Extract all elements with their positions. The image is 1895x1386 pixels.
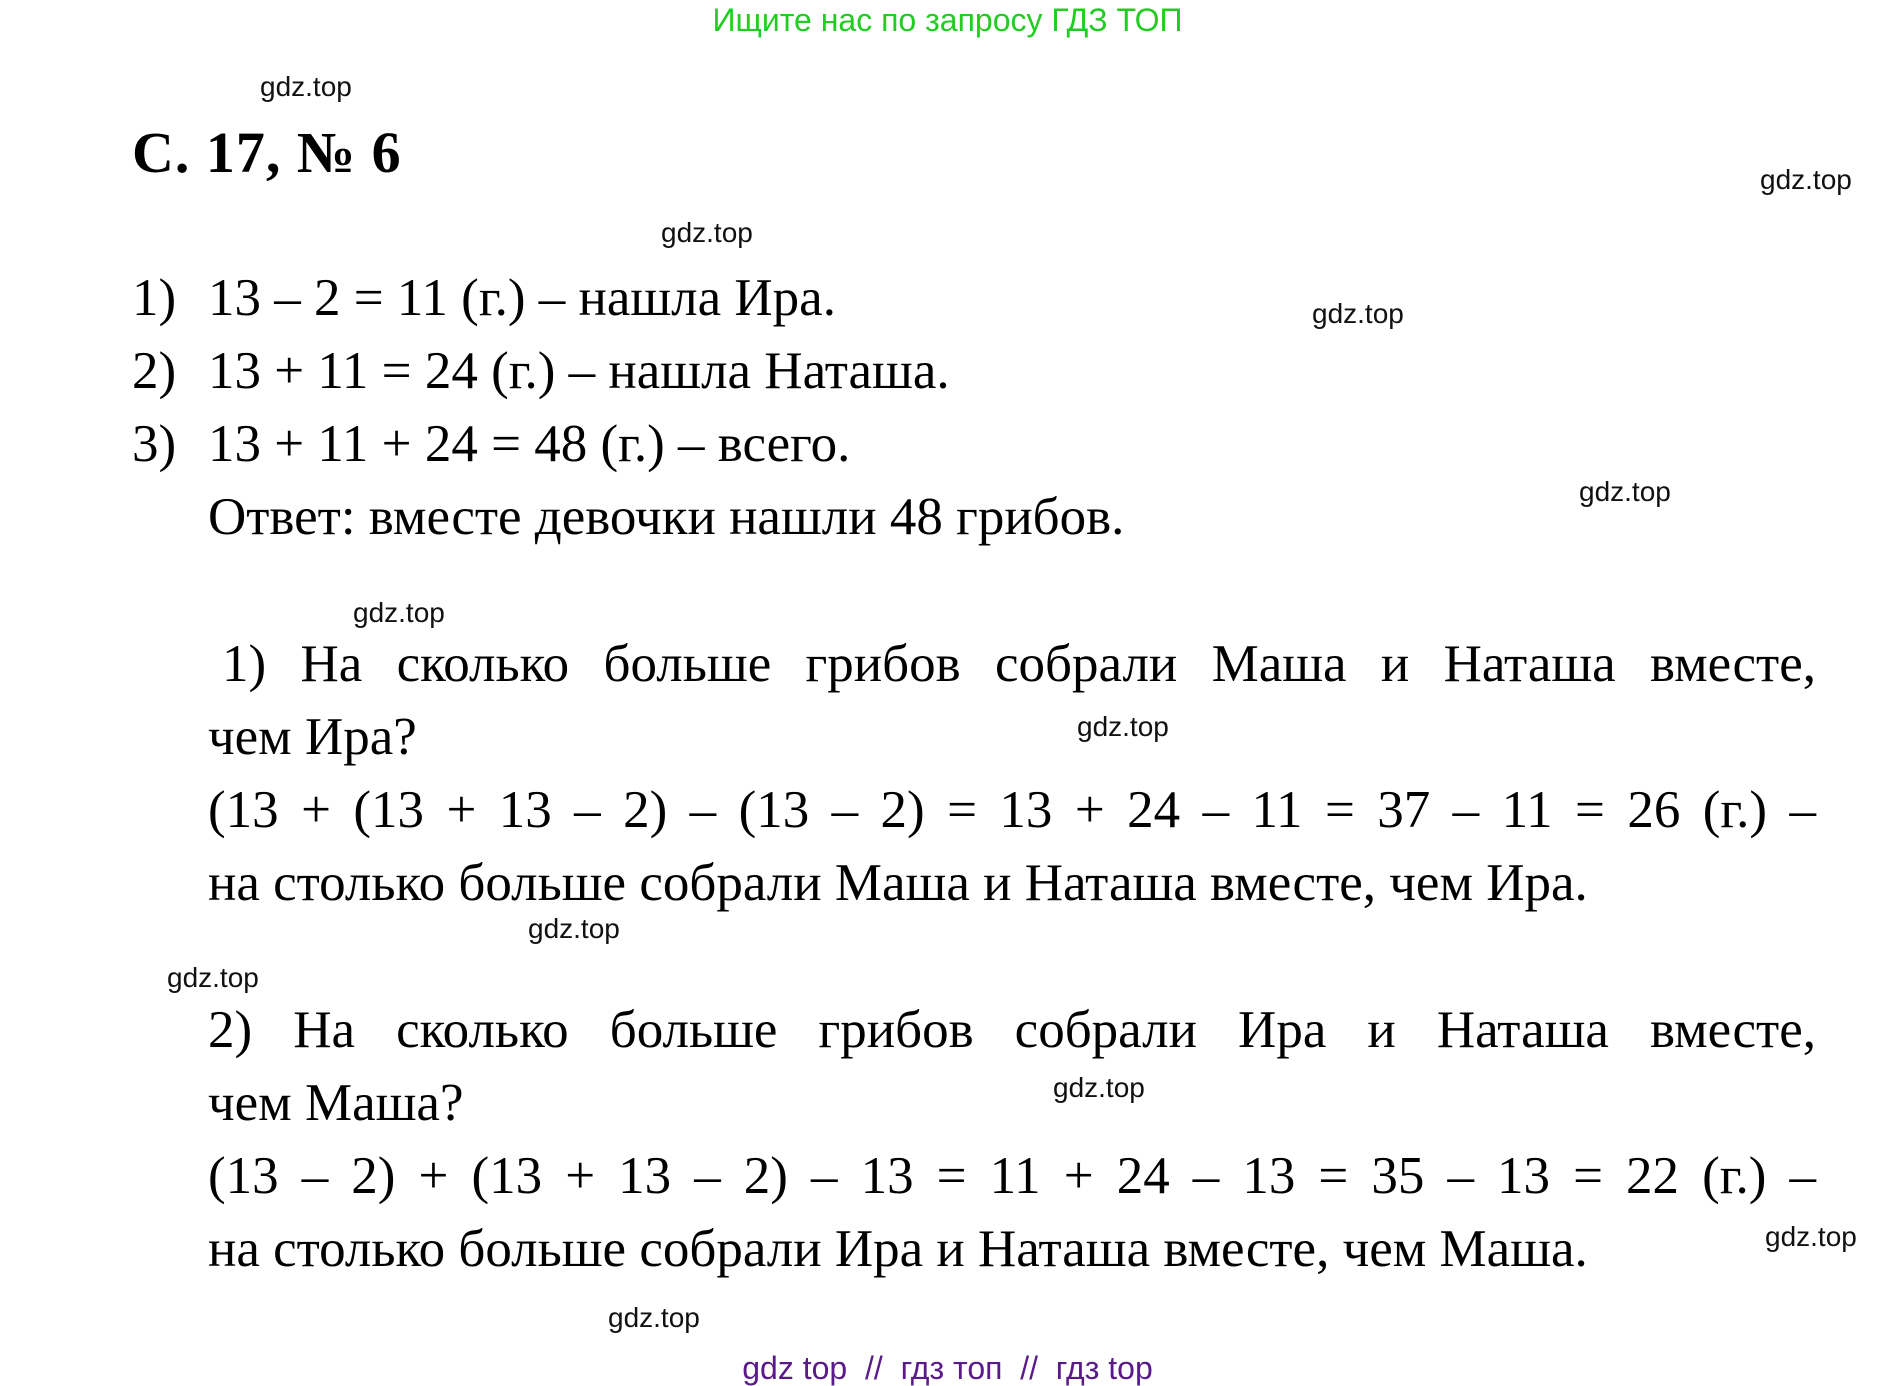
step-text: 13 – 2 = 11 (г.) – нашла Ира. <box>208 269 836 327</box>
step-number: 1) <box>132 269 177 327</box>
step-number: 3) <box>132 415 177 473</box>
watermark: gdz.top <box>608 1302 700 1333</box>
watermark: gdz.top <box>661 217 753 248</box>
step-number: 2) <box>132 342 177 400</box>
step-text: 13 + 11 = 24 (г.) – нашла Наташа. <box>208 342 950 400</box>
question-2-line-2: чем Маша? <box>208 1074 464 1132</box>
answer-line: Ответ: вместе девочки нашли 48 грибов. <box>208 488 1125 546</box>
watermark: gdz.top <box>1760 164 1852 195</box>
watermark: gdz.top <box>1765 1221 1857 1252</box>
watermark: gdz.top <box>353 597 445 628</box>
solution-step <box>132 266 836 330</box>
question-2-calculation: (13 – 2) + (13 + 13 – 2) – 13 = 11 + 24 – 13 = 35 – 13 = 22 (г.) – <box>208 1147 1816 1205</box>
watermark: gdz.top <box>528 913 620 944</box>
watermark: gdz.top <box>1312 298 1404 329</box>
watermark: gdz.top <box>260 71 352 102</box>
watermark: gdz.top <box>1053 1072 1145 1103</box>
question-1-calculation: (13 + (13 + 13 – 2) – (13 – 2) = 13 + 24 – 11 = 37 – 11 = 26 (г.) – <box>208 781 1816 839</box>
solution-step <box>132 412 850 476</box>
watermark: gdz.top <box>167 962 259 993</box>
page-title: С. 17, № 6 <box>132 120 402 185</box>
solution-step <box>132 339 950 403</box>
search-banner: Ищите нас по запросу ГДЗ ТОП <box>712 2 1183 38</box>
question-2-line-1: 2) На сколько больше грибов собрали Ира и Наташа вместе, <box>208 1001 1816 1059</box>
step-text: 13 + 11 + 24 = 48 (г.) – всего. <box>208 415 851 473</box>
watermark: gdz.top <box>1077 711 1169 742</box>
watermark: gdz.top <box>1579 476 1671 507</box>
footer-watermark: gdz top // гдз топ // гдз top <box>742 1350 1153 1386</box>
question-1-line-1: 1) На сколько больше грибов собрали Маша и Наташа вместе, <box>222 635 1816 693</box>
question-1-conclusion: на столько больше собрали Маша и Наташа вместе, чем Ира. <box>208 854 1588 912</box>
question-1-line-2: чем Ира? <box>208 708 417 766</box>
question-2-conclusion: на столько больше собрали Ира и Наташа вместе, чем Маша. <box>208 1220 1588 1278</box>
